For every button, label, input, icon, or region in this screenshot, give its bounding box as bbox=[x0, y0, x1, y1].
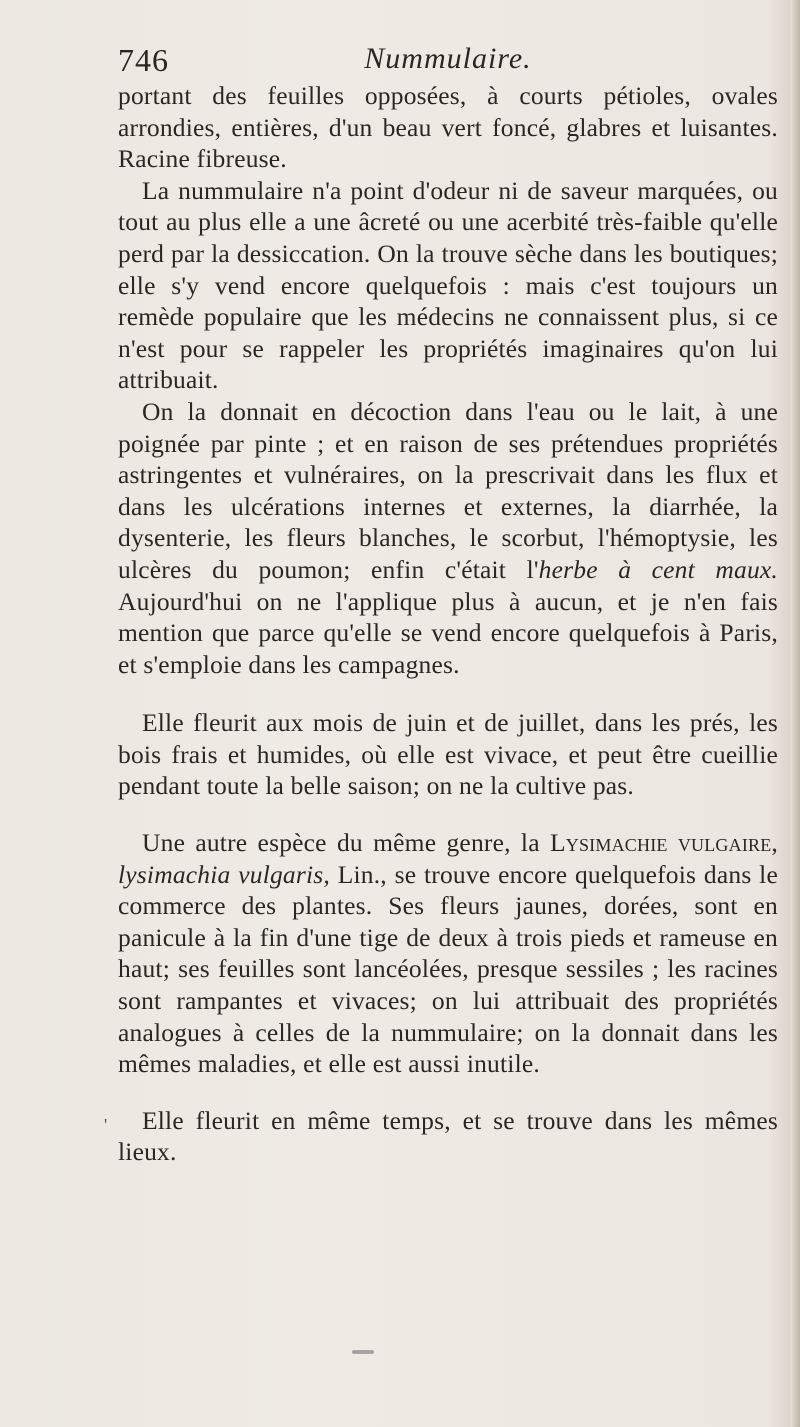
ink-smudge bbox=[352, 1350, 374, 1354]
running-title: Nummulaire. bbox=[364, 42, 532, 75]
margin-mark: ' bbox=[104, 1115, 108, 1135]
paragraph-3-text-a: On la donnait en décoction dans l'eau ou le lait, à une poignée par pinte ; et en raison de ses prétendues propriétés astringentes et vulnéraires, on la prescrivait dans les flux et dans les ulcérations internes et externes, la diarrhée, la dysenterie, les fleurs blanches, le scorbut, l'hémoptysie, les ulcères du poumon; enfin c'était l' bbox=[118, 396, 778, 584]
paragraph-3 bbox=[118, 396, 778, 680]
paragraph-5-smallcaps: Lysimachie vulgaire, bbox=[550, 828, 778, 858]
paragraph-2: La nummulaire n'a point d'odeur ni de saveur marquées, ou tout au plus elle a une âcreté ou une acerbité très-faible qu'elle perd par la dessiccation. On la trouve sèche dans les boutiques; elle s'y vend encore quelquefois : mais c'est toujours un remède populaire que les médecins ne connaissent plus, si ce n'est pour se rappeler les propriétés imaginaires qu'on lui attribuait. bbox=[118, 175, 778, 395]
paragraph-3-italic: herbe à cent maux. bbox=[538, 554, 778, 584]
paragraph-5-italic: lysimachia vulgaris, bbox=[118, 859, 330, 889]
page-header bbox=[118, 42, 778, 82]
paragraph-6: Elle fleurit en même temps, et se trouve dans les mêmes lieux. bbox=[118, 1105, 778, 1167]
body-text bbox=[118, 80, 778, 1168]
paragraph-3-text-b: Aujourd'hui on ne l'applique plus à aucun, et je n'en fais mention que parce qu'elle se vend encore quelquefois à Paris, et s'emploie dans les campagnes. bbox=[118, 586, 778, 679]
paragraph-5 bbox=[118, 827, 778, 1080]
page-number: 746 bbox=[118, 42, 169, 78]
paragraph-1: portant des feuilles opposées, à courts pétioles, ovales arrondies, entières, d'un beau vert foncé, glabres et luisantes. Racine fibreuse. bbox=[118, 81, 778, 174]
paragraph-4: Elle fleurit aux mois de juin et de juillet, dans les prés, les bois frais et humides, où elle est vivace, et peut être cueillie pendant toute la belle saison; on ne la cultive pas. bbox=[118, 708, 778, 801]
paragraph-5-text-a: Une autre espèce du même genre, la bbox=[142, 828, 550, 858]
page-edge bbox=[790, 0, 800, 1427]
paragraph-5-text-b: Lin., se trouve encore quelquefois dans le commerce des plantes. Ses fleurs jaunes, dorées, sont en panicule à la fin d'une tige de deux à trois pieds et rameuse en haut; ses feuilles sont lancéolées, presque sessiles ; les racines sont rampantes et vivaces; on lui attribuait des propriétés analogues à celles de la nummulaire; on la donnait dans les mêmes maladies, et elle est aussi inutile. bbox=[118, 859, 778, 1079]
